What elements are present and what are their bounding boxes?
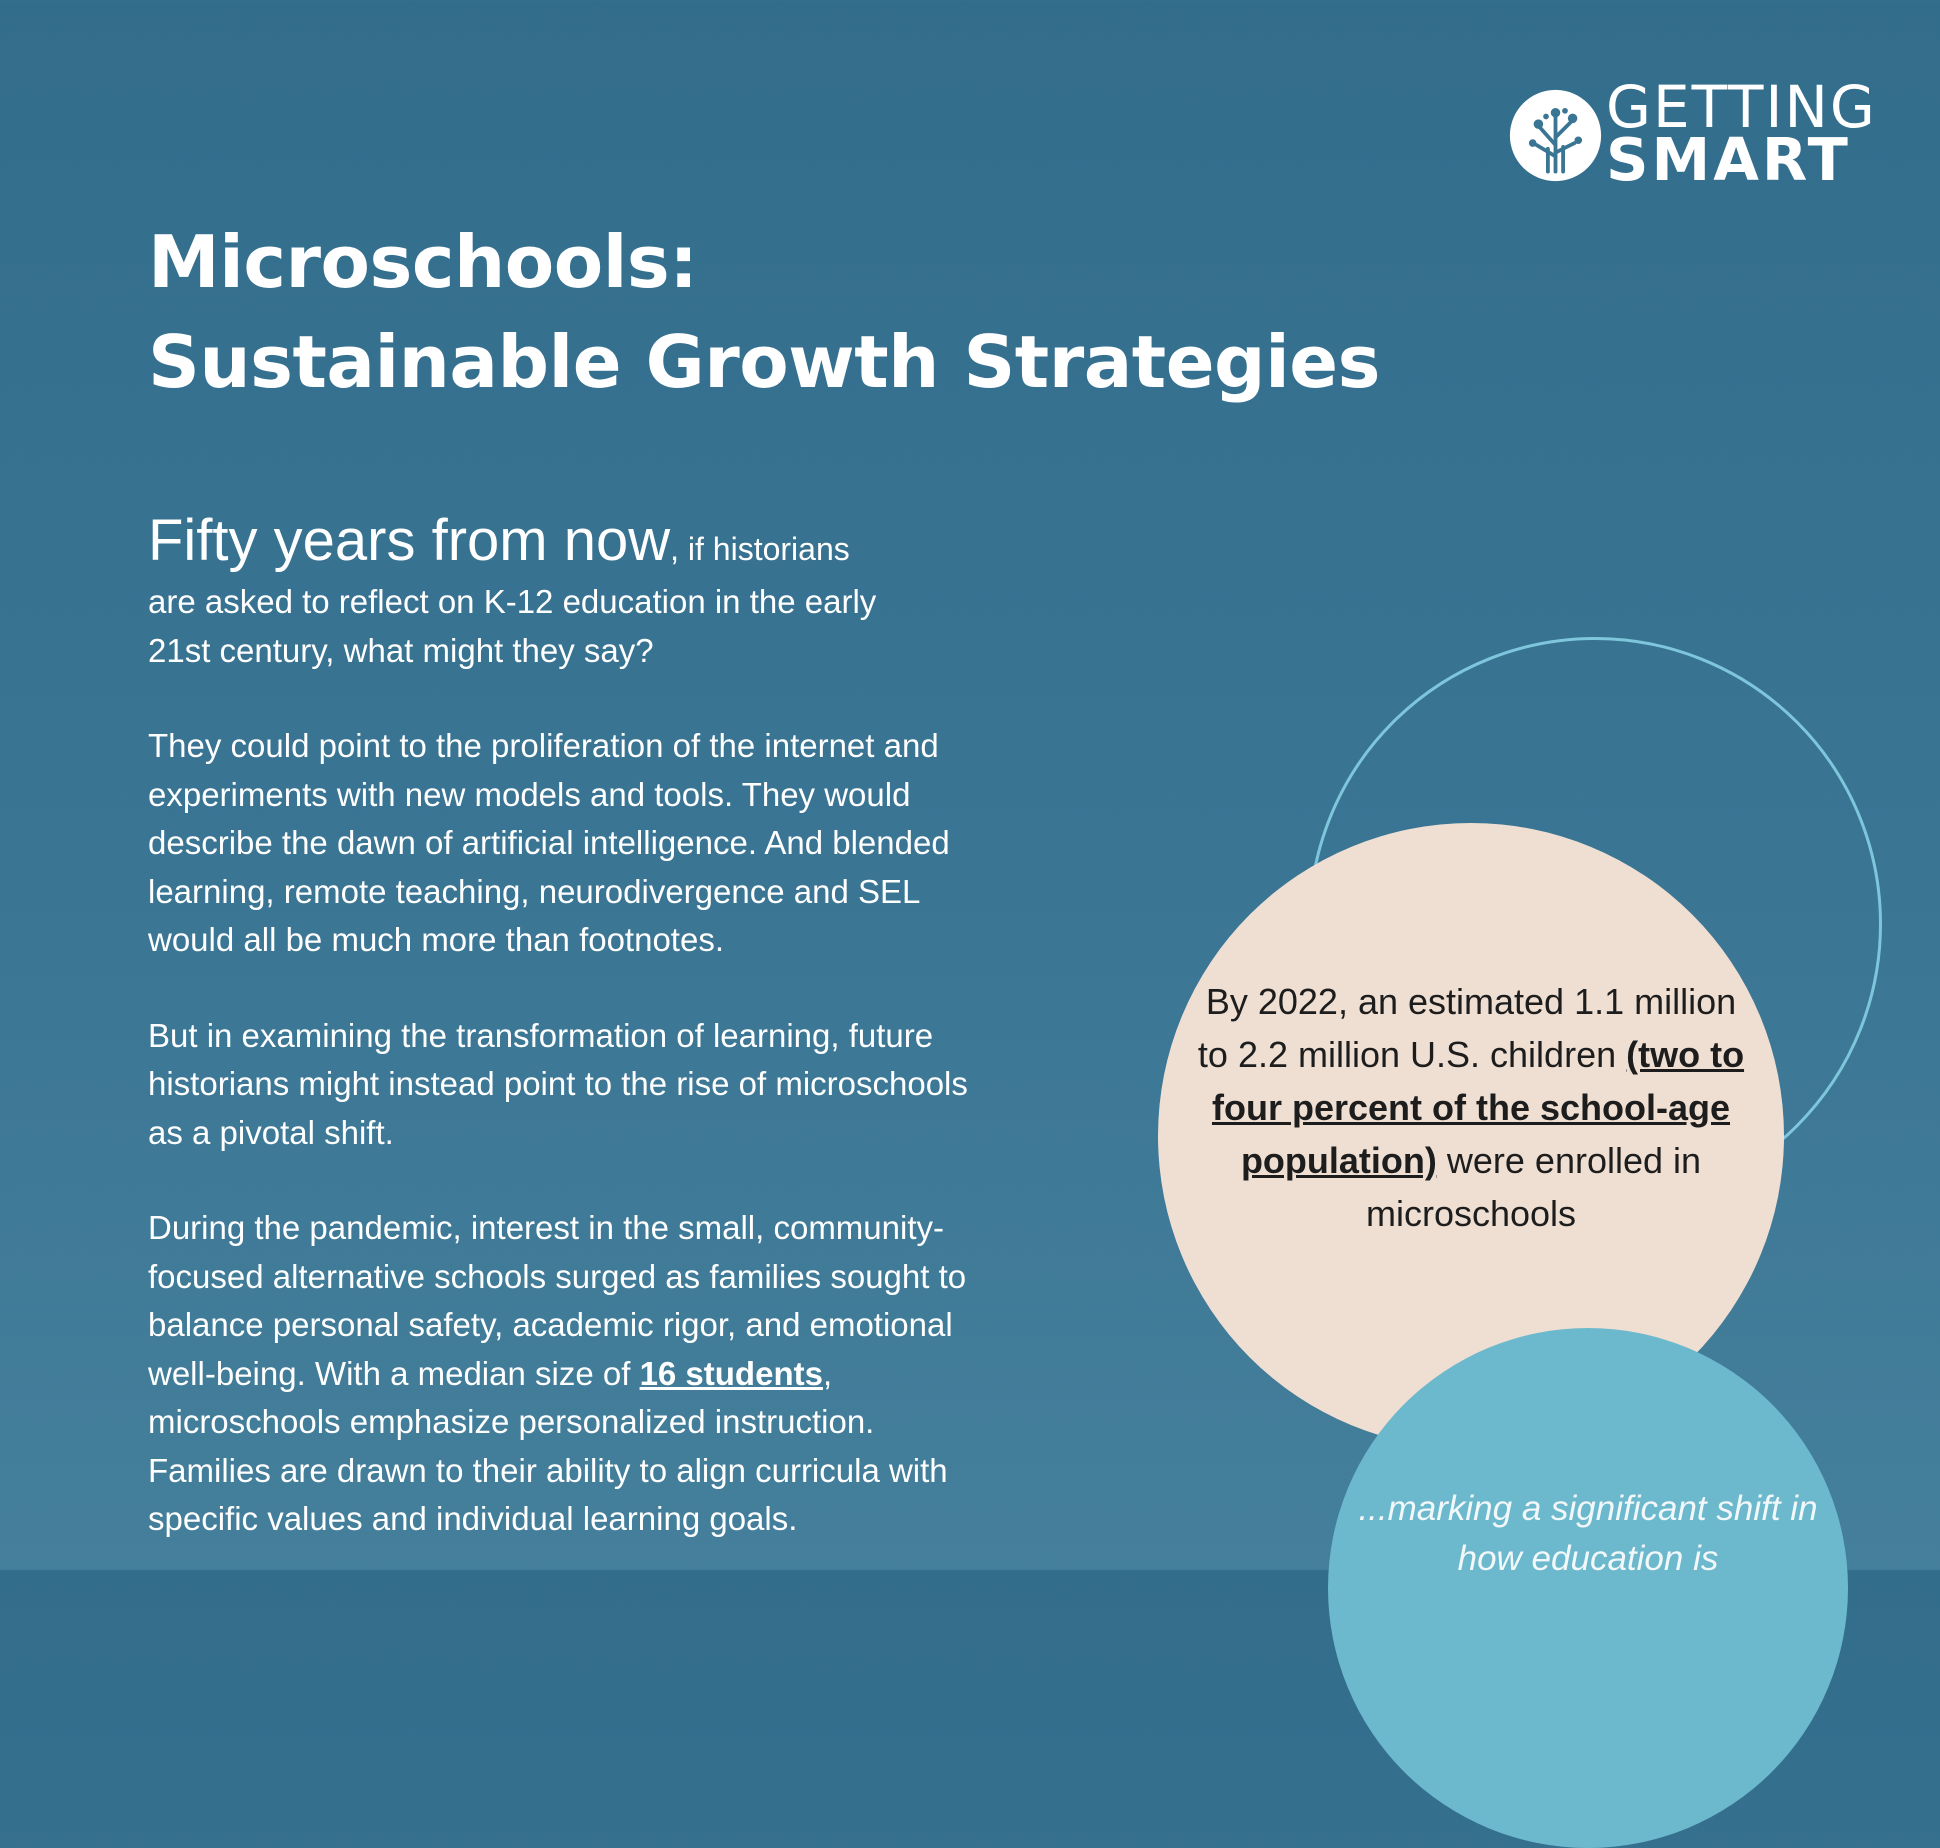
- paragraph-3: [148, 1204, 1028, 1544]
- median-size-link[interactable]: 16 students: [639, 1354, 823, 1392]
- paragraph-3-part-b: , microschools emphasize personalized instruction. Families are drawn to their ability to align curricula with specific values and individual learning goals.: [148, 1354, 948, 1537]
- stat-source-link[interactable]: (two to four percent of the school-age population): [1211, 1034, 1745, 1181]
- stat-text-post: were enrolled in microschools: [1365, 1140, 1702, 1234]
- lead-paragraph: are asked to reflect on K-12 education in the early 21st century, what might they say?: [148, 583, 877, 669]
- lead-drop-phrase: Fifty years from now: [148, 508, 671, 573]
- paragraph-2: But in examining the transformation of learning, future historians might instead point to the rise of microschools as a pivotal shift.: [148, 1016, 968, 1151]
- logo-text-getting: GETTING: [1606, 73, 1877, 141]
- getting-smart-logo: [1508, 73, 1877, 194]
- teal-circle: [1328, 1328, 1848, 1848]
- title-line-1: Microschools:: [148, 220, 698, 304]
- lead-first-line-rest: , if historians: [670, 531, 850, 567]
- paragraph-1: They could point to the proliferation of the internet and experiments with new models and tools. They would describe the dawn of artificial intelligence. And blended learning, remote teaching, neurodivergence and SEL would all be much more than footnotes.: [148, 727, 950, 958]
- page-title: [148, 212, 1380, 412]
- callout-text: ...marking a significant shift in how education is: [1358, 1489, 1818, 1578]
- logo-text-smart: SMART: [1606, 125, 1851, 194]
- lead-first-line: [148, 508, 1028, 578]
- article-body: [148, 508, 1028, 1591]
- paragraph-3-part-a: During the pandemic, interest in the small, community- focused alternative schools surged as families sought to balance personal safety, academic rigor, and emotional well-being. With a median size of: [148, 1209, 967, 1392]
- stat-text-pre: By 2022, an estimated 1.1 million to 2.2 million U.S. children: [1197, 981, 1737, 1075]
- stat-callout: [1188, 975, 1754, 1240]
- tree-circle-icon: [1508, 88, 1603, 183]
- title-line-2: Sustainable Growth Strategies: [148, 320, 1380, 404]
